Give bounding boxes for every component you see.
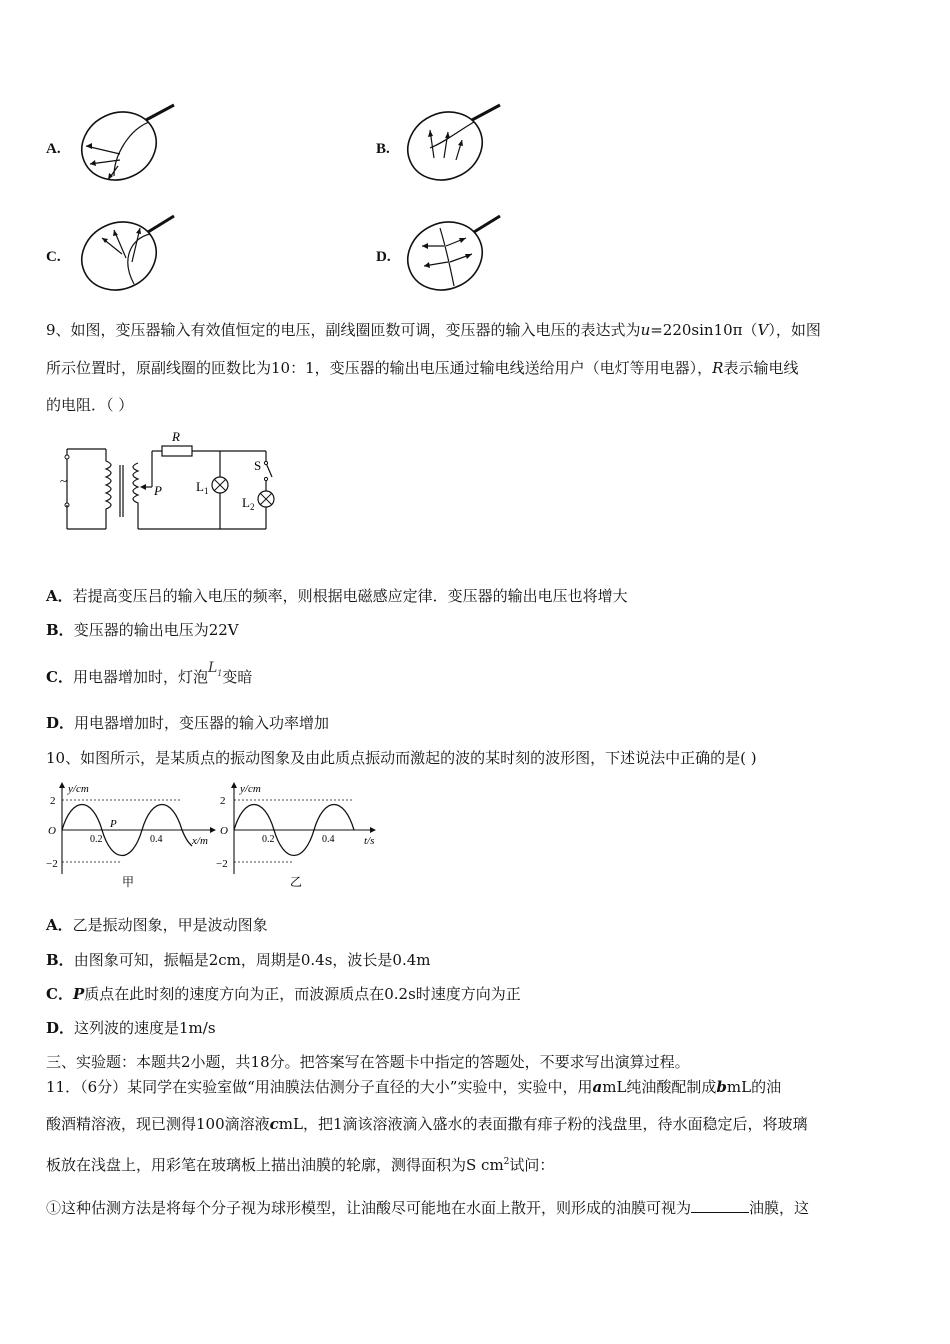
q10-option-a[interactable]: A．乙是振动图象，甲是波动图象	[46, 916, 268, 934]
answer-blank[interactable]	[691, 1198, 749, 1213]
svg-text:t/s: t/s	[364, 835, 375, 847]
slider-p-label: P	[154, 483, 162, 498]
svg-text:−2: −2	[216, 858, 228, 870]
svg-text:x/m: x/m	[192, 835, 208, 847]
q10-option-d[interactable]: D．这列波的速度是1m/s	[46, 1019, 216, 1037]
switch-s-label: S	[254, 458, 262, 473]
q9-stem-line3: 的电阻．（ ）	[46, 396, 134, 414]
option-a-label[interactable]: A.	[46, 141, 61, 157]
svg-text:y/cm: y/cm	[68, 783, 89, 795]
lamp-l2-label: $L_2$	[242, 495, 255, 512]
option-d-label[interactable]: D.	[376, 249, 391, 265]
q9-stem-line1: 9、如图，变压器输入有效值恒定的电压，副线圈匝数可调，变压器的输入电压的表达式为u=220sin10π（V），如图	[46, 321, 821, 339]
q10-option-c[interactable]: C．P质点在此时刻的速度方向为正，而波源质点在0.2s时速度方向为正	[46, 985, 521, 1003]
transformer-circuit-diagram	[56, 425, 296, 540]
svg-text:0.2: 0.2	[262, 834, 275, 845]
svg-text:−2: −2	[46, 858, 58, 870]
q9-option-c[interactable]: C．用电器增加时，灯泡$L_1$变暗	[46, 660, 253, 686]
svg-text:0.2: 0.2	[90, 834, 103, 845]
ac-source-symbol: ~	[60, 473, 68, 488]
svg-text:0.4: 0.4	[150, 834, 163, 845]
q11-line4: ①这种估测方法是将每个分子视为球形模型，让油酸尽可能地在水面上散开，则形成的油膜可视为 油膜，这	[46, 1199, 810, 1217]
svg-text:0.4: 0.4	[322, 834, 335, 845]
svg-text:乙: 乙	[290, 875, 303, 889]
section3-heading: 三、实验题：本题共2小题，共18分。把答案写在答题卡中指定的答题处，不要求写出演算过程。	[46, 1053, 690, 1071]
option-c-label[interactable]: C.	[46, 249, 61, 265]
q9-option-d[interactable]: D．用电器增加时，变压器的输入功率增加	[46, 714, 330, 732]
wave-graphs	[44, 778, 384, 893]
q9-option-b[interactable]: B．变压器的输出电压为22V	[46, 621, 239, 639]
svg-text:2: 2	[220, 795, 226, 807]
svg-text:O: O	[220, 825, 228, 837]
field-diagram-d	[400, 208, 512, 296]
svg-text:O: O	[48, 825, 56, 837]
svg-text:y/cm: y/cm	[240, 783, 261, 795]
q10-option-b[interactable]: B．由图象可知，振幅是2cm，周期是0.4s，波长是0.4m	[46, 951, 431, 969]
option-b-label[interactable]: B.	[376, 141, 390, 157]
q9-option-a[interactable]: A．若提高变压吕的输入电压的频率，则根据电磁感应定律．变压器的输出电压也将增大	[46, 587, 628, 605]
q11-line2: 酸酒精溶液，现已测得100滴溶液cmL，把1滴该溶液滴入盛水的表面撒有痱子粉的浅盘里，待水面稳定后，将玻璃	[46, 1115, 808, 1133]
field-diagram-c	[74, 208, 186, 296]
lamp-l1-label: $L_1$	[196, 479, 209, 496]
svg-text:2: 2	[50, 795, 56, 807]
svg-text:P: P	[110, 818, 117, 830]
svg-text:甲: 甲	[122, 875, 135, 889]
field-diagram-b	[400, 100, 512, 188]
q11-line3: 板放在浅盘上，用彩笔在玻璃板上描出油膜的轮廓，测得面积为S $cm^2$试问：	[46, 1156, 555, 1174]
q11-line1: 11．（6分）某同学在实验室做“用油膜法估测分子直径的大小”实验中，实验中，用amL纯油酸配制成bmL的油	[46, 1078, 782, 1096]
field-diagram-a	[74, 100, 186, 188]
q10-stem: 10、如图所示，是某质点的振动图象及由此质点振动而激起的波的某时刻的波形图，下述说法中正确的是( )	[46, 749, 757, 767]
resistor-r-label: R	[172, 429, 180, 444]
q9-stem-line2: 所示位置时，原副线圈的匝数比为10：1，变压器的输出电压通过输电线送给用户（电灯等用电器），R表示输电线	[46, 359, 799, 377]
graph-jia	[46, 782, 216, 889]
graph-yi	[216, 782, 376, 889]
